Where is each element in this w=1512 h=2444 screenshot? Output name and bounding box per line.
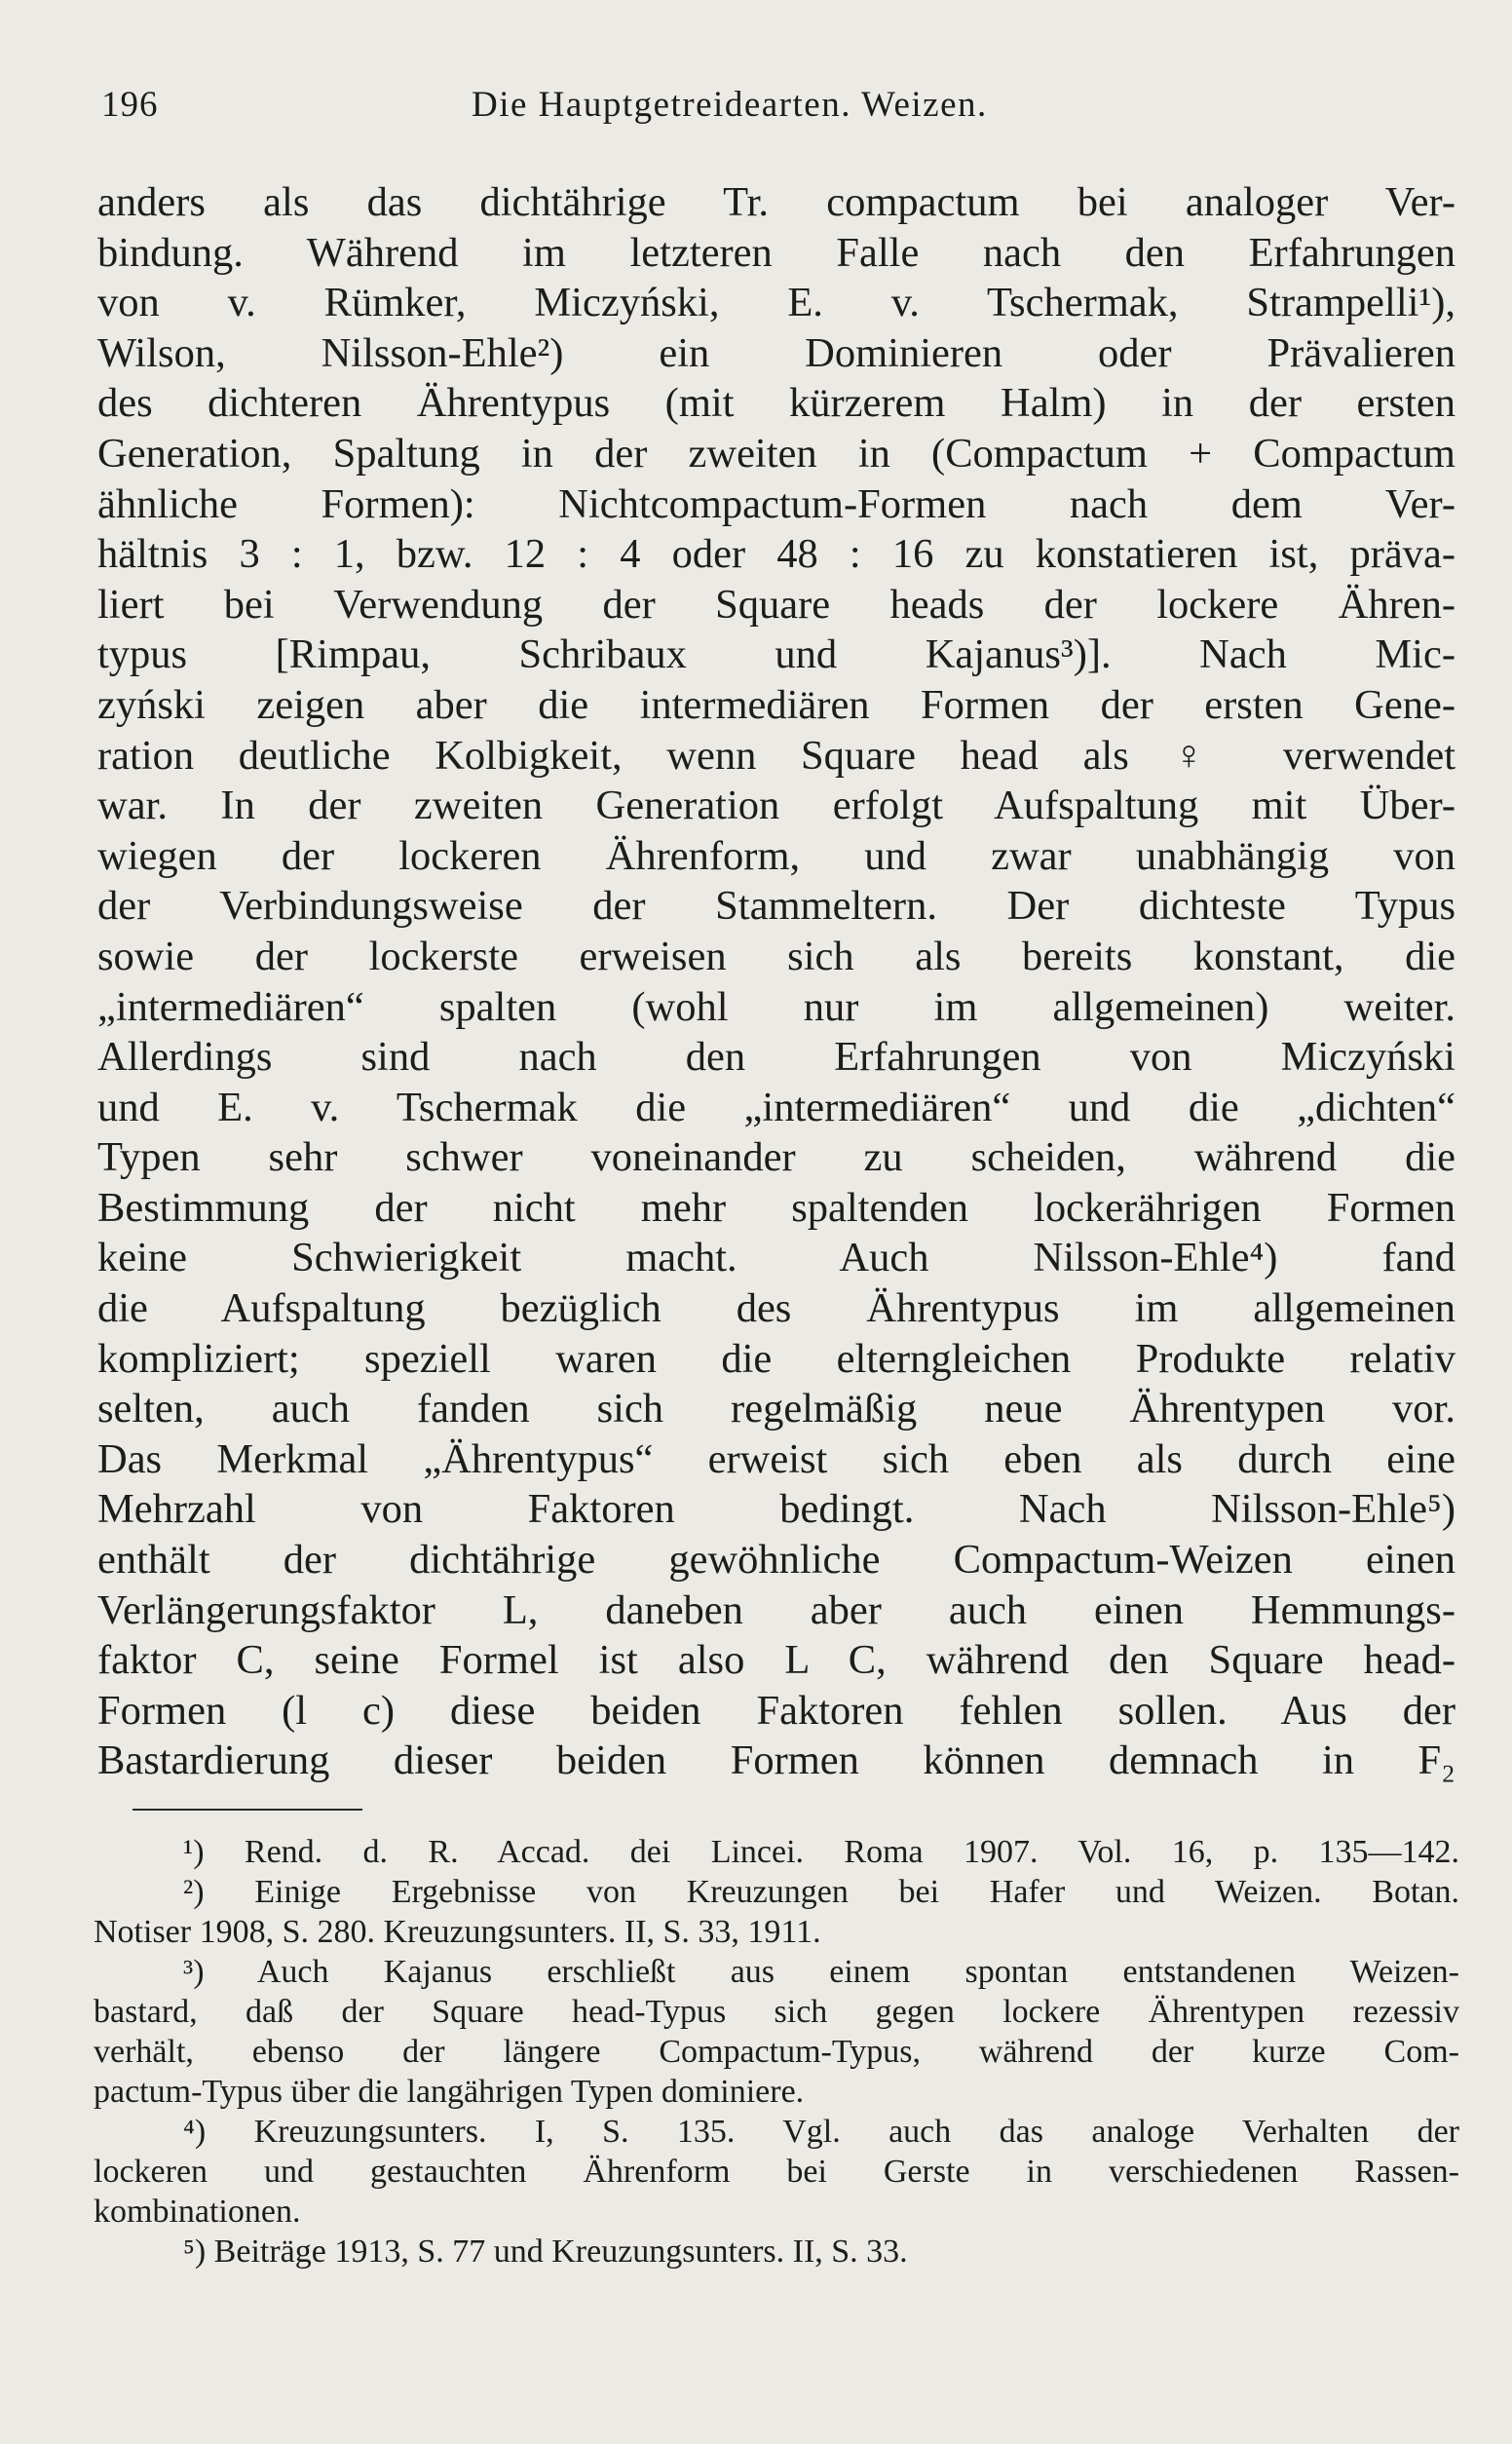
body-line: Bastardierung dieser beiden Formen können demnach in F₂ (97, 1738, 1455, 1784)
body-line: und E. v. Tschermak die „intermediären“ und die „dichten“ (97, 1084, 1455, 1130)
body-line: „intermediären“ spalten (wohl nur im allgemeinen) weiter. (97, 983, 1455, 1030)
footnote-line: kombinationen. (94, 2194, 301, 2230)
body-line: hältnis 3 : 1, bzw. 12 : 4 oder 48 : 16 zu konstatieren ist, präva- (97, 531, 1455, 578)
body-line: keine Schwierigkeit macht. Auch Nilsson-Ehle⁴) fand (97, 1235, 1455, 1281)
body-line: sowie der lockerste erweisen sich als bereits konstant, die (97, 933, 1455, 979)
body-line: Das Merkmal „Ährentypus“ erweist sich eben als durch eine (97, 1435, 1455, 1482)
footnote-line: Notiser 1908, S. 280. Kreuzungsunters. II, S. 33, 1911. (94, 1914, 821, 1950)
body-line: Wilson, Nilsson-Ehle²) ein Dominieren oder Prävalieren (97, 329, 1455, 376)
body-line: anders als das dichtährige Tr. compactum bei analoger Ver- (97, 179, 1455, 225)
body-line: Bestimmung der nicht mehr spaltenden lockerährigen Formen (97, 1184, 1455, 1231)
body-line: kompliziert; speziell waren die elterngleichen Produkte relativ (97, 1335, 1455, 1382)
body-line: enthält der dichtährige gewöhnliche Compactum-Weizen einen (97, 1537, 1455, 1584)
body-text (97, 177, 1455, 1786)
body-line: ähnliche Formen): Nichtcompactum-Formen nach dem Ver- (97, 480, 1455, 527)
body-line: Typen sehr schwer voneinander zu scheiden, während die (97, 1134, 1455, 1181)
running-head: Die Hauptgetreidearten. Weizen. (472, 85, 988, 125)
footnote-line: pactum-Typus über die langährigen Typen dominiere. (94, 2074, 805, 2110)
body-line: war. In der zweiten Generation erfolgt Aufspaltung mit Über- (97, 783, 1455, 829)
body-line: Generation, Spaltung in der zweiten in (Compactum + Compactum (97, 430, 1455, 477)
footnote-line: bastard, daß der Square head-Typus sich gegen lockere Ährentypen rezessiv (94, 1994, 1459, 2030)
body-line: Verlängerungsfaktor L, daneben aber auch einen Hemmungs- (97, 1586, 1455, 1633)
body-line: wiegen der lockeren Ährenform, und zwar unabhängig von (97, 832, 1455, 879)
body-line: ration deutliche Kolbigkeit, wenn Square head als ♀ verwendet (97, 732, 1455, 779)
footnote-divider (132, 1809, 362, 1811)
body-line: die Aufspaltung bezüglich des Ährentypus im allgemeinen (97, 1285, 1455, 1332)
footnotes (94, 1832, 1459, 2272)
body-line: der Verbindungsweise der Stammeltern. Der dichteste Typus (97, 883, 1455, 930)
body-line: von v. Rümker, Miczyński, E. v. Tschermak, Strampelli¹), (97, 280, 1455, 326)
page-header (101, 84, 1411, 142)
footnote-4: ⁴) Kreuzungsunters. I, S. 135. Vgl. auch das analoge Verhalten der (183, 2114, 1459, 2150)
page-number: 196 (101, 85, 159, 125)
footnote-2: ²) Einige Ergebnisse von Kreuzungen bei Hafer und Weizen. Botan. (183, 1874, 1459, 1910)
body-line: zyński zeigen aber die intermediären Formen der ersten Gene- (97, 681, 1455, 728)
body-line: faktor C, seine Formel ist also L C, während den Square head- (97, 1637, 1455, 1684)
footnote-line: lockeren und gestauchten Ährenform bei Gerste in verschiedenen Rassen- (94, 2154, 1459, 2190)
footnote-line: verhält, ebenso der längere Compactum-Typus, während der kurze Com- (94, 2034, 1459, 2070)
body-line: Formen (l c) diese beiden Faktoren fehlen sollen. Aus der (97, 1687, 1455, 1734)
footnote-3: ³) Auch Kajanus erschließt aus einem spontan entstandenen Weizen- (183, 1954, 1459, 1990)
body-line: bindung. Während im letzteren Falle nach den Erfahrungen (97, 229, 1455, 276)
body-line: Mehrzahl von Faktoren bedingt. Nach Nilsson-Ehle⁵) (97, 1486, 1455, 1533)
footnote-1: ¹) Rend. d. R. Accad. dei Lincei. Roma 1907. Vol. 16, p. 135—142. (183, 1834, 1459, 1870)
body-line: Allerdings sind nach den Erfahrungen von Miczyński (97, 1034, 1455, 1081)
body-line: liert bei Verwendung der Square heads der lockere Ähren- (97, 581, 1455, 628)
body-line: typus [Rimpau, Schribaux und Kajanus³)]. Nach Mic- (97, 631, 1455, 678)
body-line: des dichteren Ährentypus (mit kürzerem Halm) in der ersten (97, 380, 1455, 427)
body-line: selten, auch fanden sich regelmäßig neue Ährentypen vor. (97, 1386, 1455, 1432)
footnote-5: ⁵) Beiträge 1913, S. 77 und Kreuzungsunters. II, S. 33. (183, 2234, 908, 2270)
